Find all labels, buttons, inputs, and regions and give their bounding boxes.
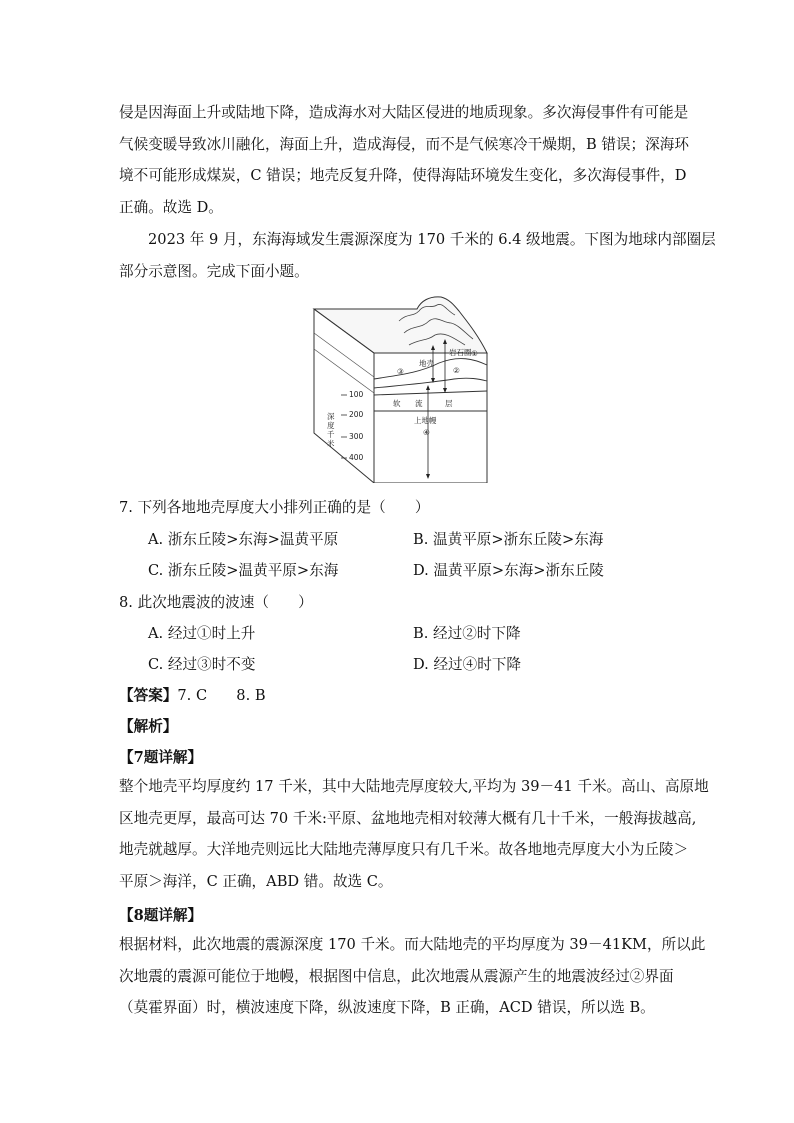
depth-label-100: 100 xyxy=(349,390,364,399)
question-8-stem: 8. 此次地震波的波速（ ） xyxy=(119,594,313,611)
question-8-option-c[interactable]: C. 经过③时不变 xyxy=(148,656,256,673)
answer-value: 7. C 8. B xyxy=(177,687,266,704)
text-line: 平原＞海洋，C 正确，ABD 错。故选 C。 xyxy=(119,872,393,890)
label-depth-char: 千 xyxy=(327,430,335,439)
question-7-option-d[interactable]: D. 温黄平原>东海>浙东丘陵 xyxy=(413,562,604,579)
text-line: 根据材料，此次地震的震源深度 170 千米。而大陆地壳的平均厚度为 39－41KM，所以此 xyxy=(119,936,706,953)
text-line: 侵是因海面上升或陆地下降，造成海水对大陆区侵进的地质现象。多次海侵事件有可能是 xyxy=(119,104,689,121)
intro-paragraph xyxy=(119,97,689,223)
detail-7-paragraph xyxy=(119,771,709,897)
question-7-stem: 7. 下列各地地壳厚度大小排列正确的是（ ） xyxy=(119,499,430,516)
label-asthenosphere-2: 流 xyxy=(415,399,423,408)
question-7-option-c[interactable]: C. 浙东丘陵>温黄平原>东海 xyxy=(148,562,339,579)
label-asthenosphere-3: 层 xyxy=(445,399,453,408)
question-8-option-a[interactable]: A. 经过①时上升 xyxy=(148,625,256,642)
text-line: 部分示意图。完成下面小题。 xyxy=(119,262,309,280)
text-line: 整个地壳平均厚度约 17 千米，其中大陆地壳厚度较大,平均为 39－41 千米。高山、高原地 xyxy=(119,778,709,795)
earth-layers-diagram xyxy=(309,293,493,483)
text-line: 2023 年 9 月，东海海域发生震源深度为 170 千米的 6.4 级地震。下图为地球内部圈层 xyxy=(148,231,716,248)
question-stem-paragraph xyxy=(119,224,716,287)
label-circle-1: ① xyxy=(471,349,478,358)
depth-label-300: 300 xyxy=(349,432,364,441)
detail-8-label: 【8题详解】 xyxy=(119,907,203,924)
label-circle-4: ④ xyxy=(423,428,430,437)
answer-line xyxy=(119,684,266,705)
label-asthenosphere-1: 软 xyxy=(393,399,401,408)
label-circle-2: ② xyxy=(453,366,460,375)
label-circle-3: ③ xyxy=(397,367,404,376)
text-line: 气候变暖导致冰川融化，海面上升，造成海侵，而不是气候寒冷干燥期，B 错误；深海环 xyxy=(119,135,689,153)
text-line: （莫霍界面）时，横波速度下降，纵波速度下降，B 正确，ACD 错误，所以选 B。 xyxy=(119,999,655,1016)
detail-7-label: 【7题详解】 xyxy=(119,749,203,766)
text-line: 正确。故选 D。 xyxy=(119,198,223,216)
answer-label: 【答案】 xyxy=(119,687,178,704)
label-depth-char: 深 xyxy=(327,412,335,421)
question-8-option-b[interactable]: B. 经过②时下降 xyxy=(413,625,521,642)
question-7-option-a[interactable]: A. 浙东丘陵>东海>温黄平原 xyxy=(148,531,339,548)
text-line: 境不可能形成煤炭，C 错误；地壳反复升降，使得海陆环境发生变化，多次海侵事件，D xyxy=(119,167,687,184)
analysis-label: 【解析】 xyxy=(119,718,178,735)
text-line: 区地壳更厚，最高可达 70 千米:平原、盆地地壳相对较薄大概有几十千米，一般海拔越高, xyxy=(119,809,697,827)
label-crust: 地壳 xyxy=(419,359,434,368)
label-lithosphere: 岩石圈 xyxy=(449,348,472,357)
label-upper-mantle: 上地幔 xyxy=(414,416,437,425)
depth-label-200: 200 xyxy=(349,410,364,419)
label-depth-char: 度 xyxy=(327,421,335,430)
label-depth-char: 米 xyxy=(327,439,335,448)
depth-label-400: 400 xyxy=(349,453,364,462)
question-7-option-b[interactable]: B. 温黄平原>浙东丘陵>东海 xyxy=(413,531,604,548)
detail-8-paragraph xyxy=(119,929,706,1024)
question-8-option-d[interactable]: D. 经过④时下降 xyxy=(413,656,522,673)
text-line: 次地震的震源可能位于地幔，根据图中信息，此次地震从震源产生的地震波经过②界面 xyxy=(119,967,674,985)
text-line: 地壳就越厚。大洋地壳则远比大陆地壳薄厚度只有几千米。故各地地壳厚度大小为丘陵＞ xyxy=(119,841,689,858)
